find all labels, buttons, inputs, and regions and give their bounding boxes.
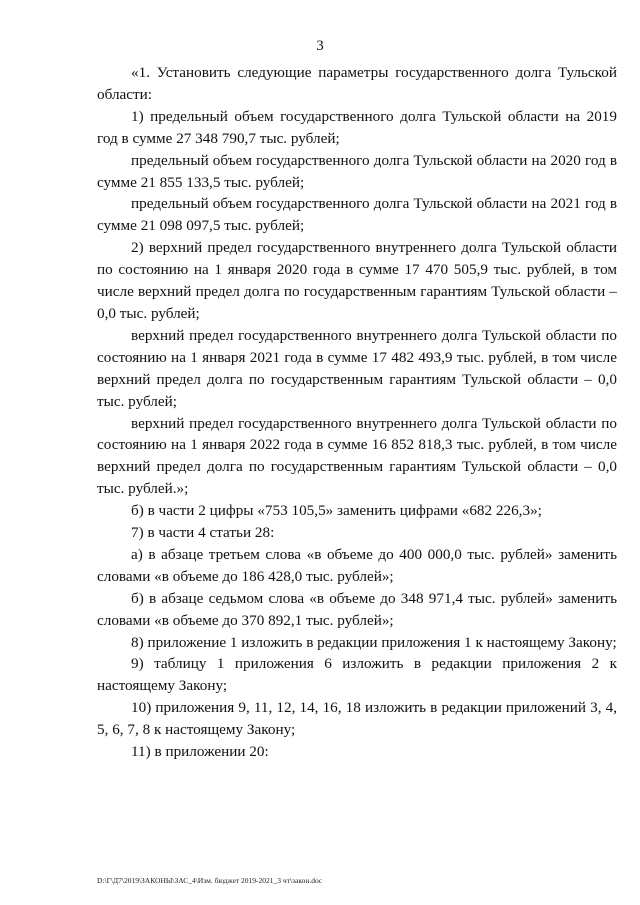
- paragraph: верхний предел государственного внутреннего долга Тульской области по состоянию на 1 января 2021 года в сумме 17 482 493,9 тыс. рублей, в том числе верхний предел долга по государственным гарантиям Тульской области – 0,0 тыс. рублей;: [97, 326, 617, 410]
- paragraph: б) в абзаце седьмом слова «в объеме до 348 971,4 тыс. рублей» заменить словами «в объеме до 370 892,1 тыс. рублей»;: [97, 589, 617, 629]
- paragraph: 9) таблицу 1 приложения 6 изложить в редакции приложения 2 к настоящему Закону;: [97, 655, 617, 695]
- paragraph: 2) верхний предел государственного внутреннего долга Тульской области по состоянию на 1 января 2020 года в сумме 17 470 505,9 тыс. рублей, в том числе верхний предел долга по государственным гарантиям Тульской области – 0,0 тыс. рублей;: [97, 239, 617, 322]
- footer-file-path: D:\Г\Д7\2019\ЗАКОНЫ\ЗАС_4\Изм. бюджет 2019-2021_3 чт\закон.doc: [97, 876, 323, 885]
- paragraph: верхний предел государственного внутреннего долга Тульской области по состоянию на 1 января 2022 года в сумме 16 852 818,3 тыс. рублей, в том числе верхний предел долга по государственным гарантиям Тульской области – 0,0 тыс. рублей.»;: [97, 414, 617, 498]
- paragraph: б) в части 2 цифры «753 105,5» заменить цифрами «682 226,3»;: [131, 502, 542, 520]
- paragraph: 1) предельный объем государственного долга Тульской области на 2019 год в сумме 27 348 790,7 тыс. рублей;: [97, 107, 617, 147]
- paragraph: «1. Установить следующие параметры государственного долга Тульской области:: [97, 64, 617, 103]
- paragraph: предельный объем государственного долга Тульской области на 2021 год в сумме 21 098 097,5 тыс. рублей;: [97, 195, 617, 235]
- paragraph: 11) в приложении 20:: [131, 743, 269, 761]
- page-number: 3: [316, 38, 324, 54]
- document-body: [97, 62, 617, 763]
- paragraph: предельный объем государственного долга Тульской области на 2020 год в сумме 21 855 133,5 тыс. рублей;: [97, 151, 617, 191]
- paragraph: 8) приложение 1 изложить в редакции приложения 1 к настоящему Закону;: [131, 633, 617, 651]
- paragraph: 10) приложения 9, 11, 12, 14, 16, 18 изложить в редакции приложений 3, 4, 5, 6, 7, 8 к настоящему Закону;: [97, 699, 617, 739]
- paragraph: а) в абзаце третьем слова «в объеме до 400 000,0 тыс. рублей» заменить словами «в объеме до 186 428,0 тыс. рублей»;: [97, 545, 617, 585]
- paragraph: 7) в части 4 статьи 28:: [131, 524, 275, 542]
